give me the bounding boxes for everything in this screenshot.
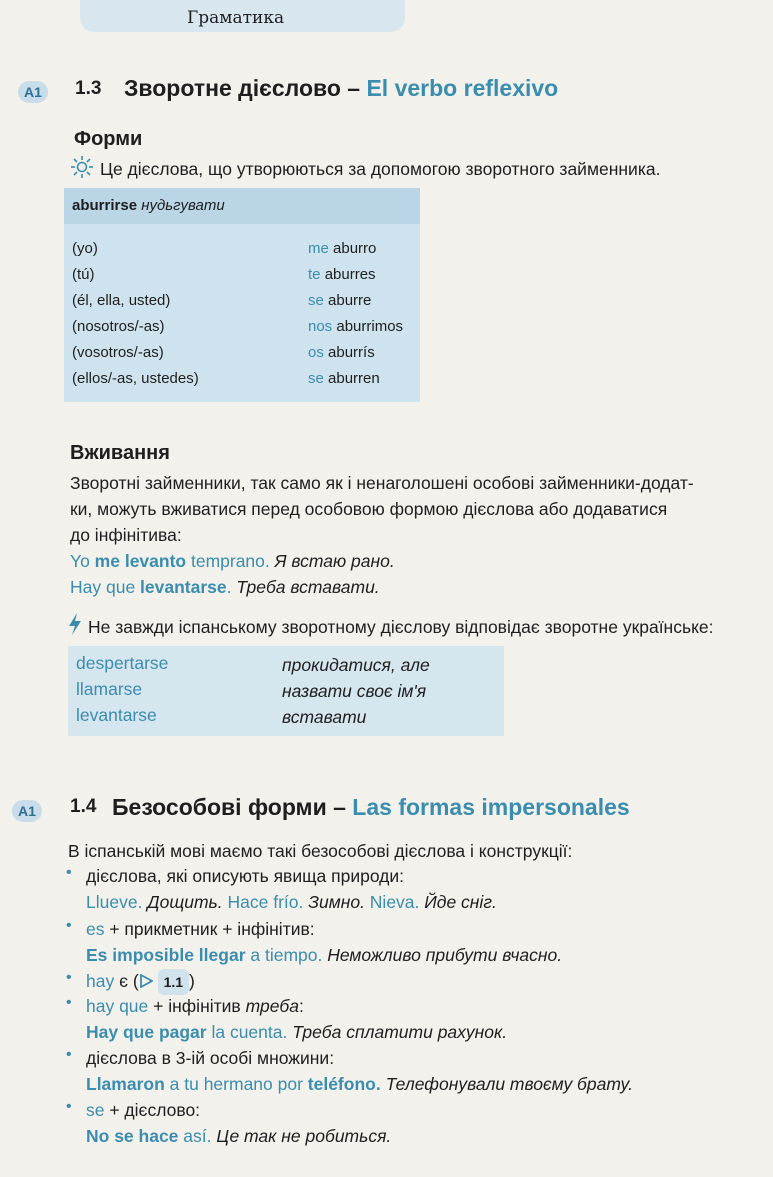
intro-text: В іспанській мові маємо такі безособові дієслова і конструкції:: [68, 841, 573, 861]
usage-example: [70, 548, 395, 574]
example-es: a tu hermano por: [164, 1074, 308, 1094]
example-translation: Я встаю рано.: [269, 551, 395, 571]
example-translation: Треба сплатити рахунок.: [287, 1022, 508, 1042]
sun-icon: [70, 155, 94, 179]
keyword-es: hay que: [86, 996, 149, 1016]
form-cell: [308, 292, 371, 309]
example-es: Llueve.: [86, 892, 143, 912]
verb-form: aburres: [324, 266, 376, 283]
form-cell: [308, 266, 376, 283]
section-title-uk: Безособові форми –: [112, 794, 353, 820]
example-es-bold: levantarse: [140, 577, 227, 597]
keyword-es: hay: [86, 971, 115, 991]
bullet: •: [66, 1098, 72, 1115]
play-icon: [139, 969, 153, 995]
bullet-example: [86, 1019, 507, 1045]
bullet-text: дієслова в 3-ій особі множини:: [86, 1048, 335, 1068]
verb-form: aburro: [333, 240, 377, 257]
pronoun-cell: (yo): [72, 240, 98, 257]
section-number: 1.4: [70, 796, 97, 817]
refl-pronoun: te: [308, 266, 321, 283]
example-es: así.: [178, 1126, 212, 1146]
verb-form: aburre: [328, 292, 372, 309]
bullet: •: [66, 994, 72, 1011]
bullet-text-rest: :: [299, 996, 304, 1016]
example-es: a tiempo.: [245, 945, 323, 965]
bullet-text-rest: + прикметник + інфінітив:: [104, 919, 315, 939]
keyword-es: es: [86, 919, 105, 939]
section-title-es: El verbo reflexivo: [366, 75, 559, 101]
bullet-text: [86, 916, 315, 942]
pronoun-cell: (él, ella, usted): [72, 292, 171, 309]
section-title-uk: Зворотне дієслово –: [124, 75, 367, 101]
verb-form: aburrimos: [336, 318, 404, 335]
example-es: Nieva.: [369, 892, 420, 912]
refl-pronoun: me: [308, 240, 329, 257]
verb-form: aburren: [328, 370, 380, 387]
bullet-text-rest: ): [189, 971, 195, 991]
example-translation: Дощить.: [142, 892, 228, 912]
cross-reference[interactable]: 1.1: [158, 969, 189, 995]
conjugation-table: [64, 188, 420, 402]
form-cell: [308, 344, 375, 361]
section-title: [112, 794, 630, 821]
bullet-example: [86, 942, 562, 968]
pair-es: levantarse: [76, 705, 157, 725]
forms-heading: Форми: [74, 128, 143, 150]
example-es: Hace frío.: [227, 892, 304, 912]
form-cell: [308, 370, 380, 387]
bullet-text-rest: є (: [114, 971, 139, 991]
bullet-example: [86, 1071, 633, 1097]
bullet-text-rest: + інфінітив: [148, 996, 246, 1016]
bullet-text-rest: + дієслово:: [104, 1100, 201, 1120]
lightning-icon: [66, 612, 84, 636]
example-es-bold: Llamaron: [86, 1074, 165, 1094]
warning-text: Не завжди іспанському зворотному дієслову відповідає зворотне українське:: [88, 617, 714, 637]
usage-heading: Вживання: [70, 442, 170, 464]
bullet: •: [66, 969, 72, 986]
section-title-es: Las formas impersonales: [352, 794, 630, 820]
header-tab-label: Граматика: [187, 8, 285, 28]
refl-pronoun: os: [308, 344, 324, 361]
usage-line: до інфінітива:: [70, 525, 182, 545]
bullet-example: [86, 1123, 391, 1149]
example-es: temprano.: [186, 551, 270, 571]
bullet-text: [86, 968, 195, 995]
pair-uk: прокидатися, але: [282, 655, 430, 675]
refl-pronoun: se: [308, 292, 324, 309]
table-verb: aburrirse: [72, 197, 138, 214]
example-translation: Зимно.: [303, 892, 370, 912]
pair-uk: назвати своє ім'я: [282, 681, 427, 701]
table-gloss: нудьгувати: [141, 197, 225, 214]
pronoun-cell: (tú): [72, 266, 95, 283]
conjugation-table-header: [64, 188, 420, 224]
bullet-text-italic: треба: [245, 996, 300, 1016]
verb-form: aburrís: [328, 344, 375, 361]
pair-es: llamarse: [76, 679, 143, 699]
pronoun-cell: (nosotros/-as): [72, 318, 165, 335]
example-translation: Це так не робиться.: [211, 1126, 392, 1146]
pronoun-cell: (vosotros/-as): [72, 344, 164, 361]
bullet: •: [66, 864, 72, 881]
bullet-text: дієслова, які описують явища природи:: [86, 866, 405, 886]
pronoun-cell: (ellos/-as, ustedes): [72, 370, 199, 387]
refl-pronoun: se: [308, 370, 324, 387]
bullet-example: [86, 889, 497, 915]
example-translation: Треба вставати.: [231, 577, 380, 597]
example-es-bold: Hay que pagar: [86, 1022, 207, 1042]
example-translation: Йде сніг.: [419, 892, 497, 912]
example-es: Yo: [70, 551, 95, 571]
example-es-bold: Es imposible llegar: [86, 945, 246, 965]
bullet-text: [86, 993, 304, 1019]
example-es: la cuenta.: [206, 1022, 288, 1042]
bullet-text: [86, 1097, 200, 1123]
bullet: •: [66, 1046, 72, 1063]
forms-note: Це дієслова, що утворюються за допомогою зворотного займенника.: [100, 159, 661, 179]
example-es: .: [226, 577, 232, 597]
level-badge: A1: [12, 800, 42, 822]
refl-pronoun: nos: [308, 318, 333, 335]
usage-example: [70, 574, 380, 600]
example-translation: Телефонували твоєму брату.: [380, 1074, 634, 1094]
example-es-bold: teléfono.: [307, 1074, 381, 1094]
form-cell: [308, 318, 403, 335]
example-es: Hay que: [70, 577, 141, 597]
usage-line: Зворотні займенники, так само як і ненаголошені особові займенники-додат-: [70, 473, 694, 493]
form-cell: [308, 240, 376, 257]
pair-uk: вставати: [282, 707, 367, 727]
level-badge: A1: [18, 81, 48, 103]
usage-line: ки, можуть вживатися перед особовою формою дієслова або додаватися: [70, 499, 668, 519]
example-translation: Неможливо прибути вчасно.: [322, 945, 563, 965]
example-es-bold: No se hace: [86, 1126, 179, 1146]
pair-es: despertarse: [76, 653, 169, 673]
keyword-es: se: [86, 1100, 105, 1120]
example-es-bold: me levanto: [94, 551, 187, 571]
section-number: 1.3: [75, 78, 102, 99]
bullet: •: [66, 917, 72, 934]
section-title: [124, 75, 558, 102]
